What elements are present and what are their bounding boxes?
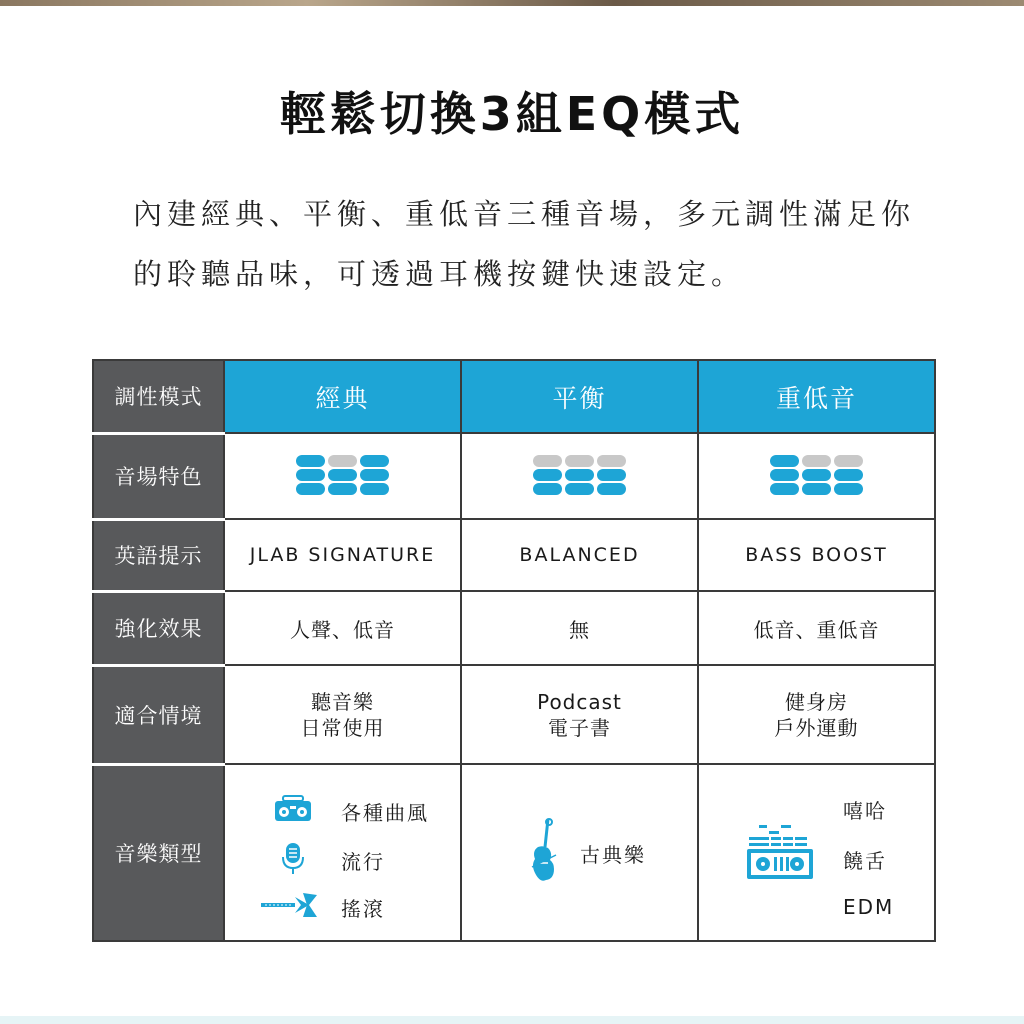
electric-guitar-icon — [259, 891, 319, 924]
eq-dot-inactive — [597, 455, 626, 467]
eq-dot-active — [597, 483, 626, 495]
eq-dot-active — [565, 469, 594, 481]
scene-balanced — [461, 665, 698, 764]
eq-dot-active — [296, 483, 325, 495]
genre-classic — [224, 764, 461, 941]
row-label-prompt: 英語提示 — [93, 519, 224, 591]
corner-label: 調性模式 — [93, 360, 224, 433]
eq-dot-inactive — [834, 455, 863, 467]
dj-equalizer-icon — [745, 823, 815, 888]
eq-pattern-icon — [770, 453, 863, 497]
eq-dot-active — [360, 469, 389, 481]
eq-dot-active — [533, 469, 562, 481]
scene-classic — [224, 665, 461, 764]
column-bass: 重低音 — [698, 360, 935, 433]
scene-line: 健身房 — [785, 689, 848, 714]
row-label-sound: 音場特色 — [93, 433, 224, 519]
eq-comparison-table — [92, 359, 936, 942]
eq-dot-row — [770, 469, 863, 481]
genre-icon-wrap — [745, 823, 815, 888]
row-label-genre: 音樂類型 — [93, 764, 224, 941]
genre-item — [843, 895, 894, 919]
genre-label: 流行 — [341, 850, 385, 874]
eq-dot-row — [770, 483, 863, 495]
eq-dot-row — [296, 483, 389, 495]
row-label-scene: 適合情境 — [93, 665, 224, 764]
effect-row — [93, 591, 935, 665]
genre-balanced — [461, 764, 698, 941]
genre-item — [259, 891, 385, 924]
eq-dot-active — [802, 483, 831, 495]
effect-classic: 人聲、低音 — [224, 591, 461, 665]
eq-dot-active — [770, 483, 799, 495]
genre-label: EDM — [843, 895, 895, 919]
genre-label: 各種曲風 — [341, 801, 429, 825]
description-line: 的聆聽品味，可透過耳機按鍵快速設定。 — [133, 257, 746, 291]
eq-dot-active — [533, 483, 562, 495]
header-row — [93, 360, 935, 433]
eq-dot-active — [296, 469, 325, 481]
genre-bass — [698, 764, 935, 941]
eq-dot-inactive — [328, 455, 357, 467]
scene-line: Podcast — [537, 689, 622, 714]
eq-pattern-icon — [533, 453, 626, 497]
eq-dot-active — [802, 469, 831, 481]
scene-line: 戶外運動 — [774, 715, 859, 740]
eq-dot-row — [770, 455, 863, 467]
prompt-classic: JLAB SIGNATURE — [224, 519, 461, 591]
eq-dot-inactive — [533, 455, 562, 467]
genre-label: 搖滾 — [341, 897, 385, 921]
scene-bass — [698, 665, 935, 764]
boombox-icon — [273, 795, 313, 828]
eq-dot-active — [296, 455, 325, 467]
genre-item — [530, 817, 646, 890]
eq-dot-row — [296, 455, 389, 467]
scene-line: 日常使用 — [300, 715, 385, 740]
description-line: 內建經典、平衡、重低音三種音場，多元調性滿足你 — [133, 197, 916, 231]
eq-dot-active — [360, 483, 389, 495]
genre-item — [281, 841, 385, 880]
eq-dot-inactive — [565, 455, 594, 467]
bottom-strip — [0, 1016, 1024, 1024]
eq-dot-active — [834, 483, 863, 495]
prompt-balanced: BALANCED — [461, 519, 698, 591]
prompt-row — [93, 519, 935, 591]
eq-dot-row — [296, 469, 389, 481]
eq-dot-active — [597, 469, 626, 481]
genre-item — [843, 845, 887, 874]
eq-dot-active — [328, 469, 357, 481]
genre-label: 饒舌 — [843, 849, 887, 873]
violin-icon — [530, 817, 558, 890]
scene-row — [93, 665, 935, 764]
genre-label: 古典樂 — [580, 843, 646, 867]
microphone-icon — [281, 841, 305, 880]
eq-dot-inactive — [802, 455, 831, 467]
column-classic: 經典 — [224, 360, 461, 433]
eq-dot-active — [565, 483, 594, 495]
page-title: 輕鬆切換3組EQ模式 — [279, 87, 745, 141]
genre-item — [843, 795, 887, 824]
sound-cell-classic — [224, 433, 461, 519]
row-label-effect: 強化效果 — [93, 591, 224, 665]
sound-cell-bass — [698, 433, 935, 519]
genre-item — [273, 795, 429, 828]
eq-pattern-icon — [296, 453, 389, 497]
eq-dot-active — [360, 455, 389, 467]
genre-row — [93, 764, 935, 941]
eq-dot-row — [533, 455, 626, 467]
column-balanced: 平衡 — [461, 360, 698, 433]
eq-dot-active — [328, 483, 357, 495]
top-photo-strip — [0, 0, 1024, 6]
eq-dot-active — [770, 469, 799, 481]
scene-line: 聽音樂 — [311, 689, 374, 714]
sound-cell-balanced — [461, 433, 698, 519]
scene-line: 電子書 — [548, 715, 611, 740]
effect-bass: 低音、重低音 — [698, 591, 935, 665]
eq-dot-active — [834, 469, 863, 481]
effect-balanced: 無 — [461, 591, 698, 665]
description — [133, 184, 933, 304]
prompt-bass: BASS BOOST — [698, 519, 935, 591]
eq-dot-row — [533, 469, 626, 481]
eq-dot-active — [770, 455, 799, 467]
sound-row — [93, 433, 935, 519]
eq-dot-row — [533, 483, 626, 495]
genre-label: 嘻哈 — [843, 799, 887, 823]
